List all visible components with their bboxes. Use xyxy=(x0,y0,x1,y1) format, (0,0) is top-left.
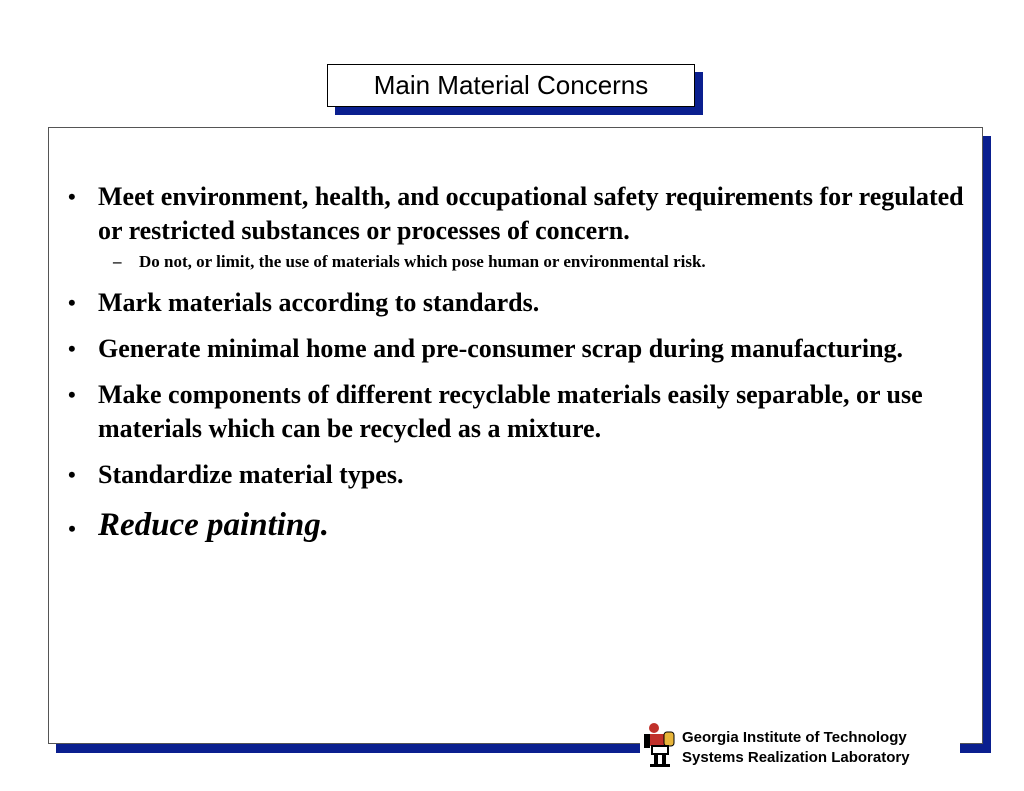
list-item xyxy=(68,180,968,248)
list-item xyxy=(68,286,968,320)
bullet-marker: • xyxy=(68,184,76,209)
bullet-list xyxy=(68,180,968,546)
footer-line-1: Georgia Institute of Technology xyxy=(682,729,907,746)
bullet-text: Mark materials according to standards. xyxy=(98,288,540,317)
list-item xyxy=(68,378,968,446)
list-item xyxy=(68,332,968,366)
bullet-text: Make components of different recyclable materials easily separable, or use materials which can be recycled as a mixture. xyxy=(98,380,923,443)
footer-logo xyxy=(640,718,960,770)
bullet-text: Reduce painting. xyxy=(98,507,330,543)
sub-list-item xyxy=(68,250,968,274)
bullet-marker: • xyxy=(68,290,76,315)
footer-line-2: Systems Realization Laboratory xyxy=(682,749,910,766)
bullet-text: Standardize material types. xyxy=(98,460,404,489)
slide-title: Main Material Concerns xyxy=(327,64,695,107)
dash-marker: – xyxy=(113,252,122,271)
sub-bullet-text: Do not, or limit, the use of materials which pose human or environmental risk. xyxy=(139,252,706,271)
footer-institution-text xyxy=(682,728,910,768)
bullet-marker: • xyxy=(68,516,76,541)
bullet-marker: • xyxy=(68,462,76,487)
list-item xyxy=(68,504,968,546)
list-item xyxy=(68,458,968,492)
gt-logo-icon xyxy=(642,720,680,768)
bullet-text: Generate minimal home and pre-consumer scrap during manufacturing. xyxy=(98,334,904,363)
bullet-text: Meet environment, health, and occupational safety requirements for regulated or restricted substances or processes of concern. xyxy=(98,182,964,245)
bullet-marker: • xyxy=(68,336,76,361)
bullet-marker: • xyxy=(68,382,76,407)
